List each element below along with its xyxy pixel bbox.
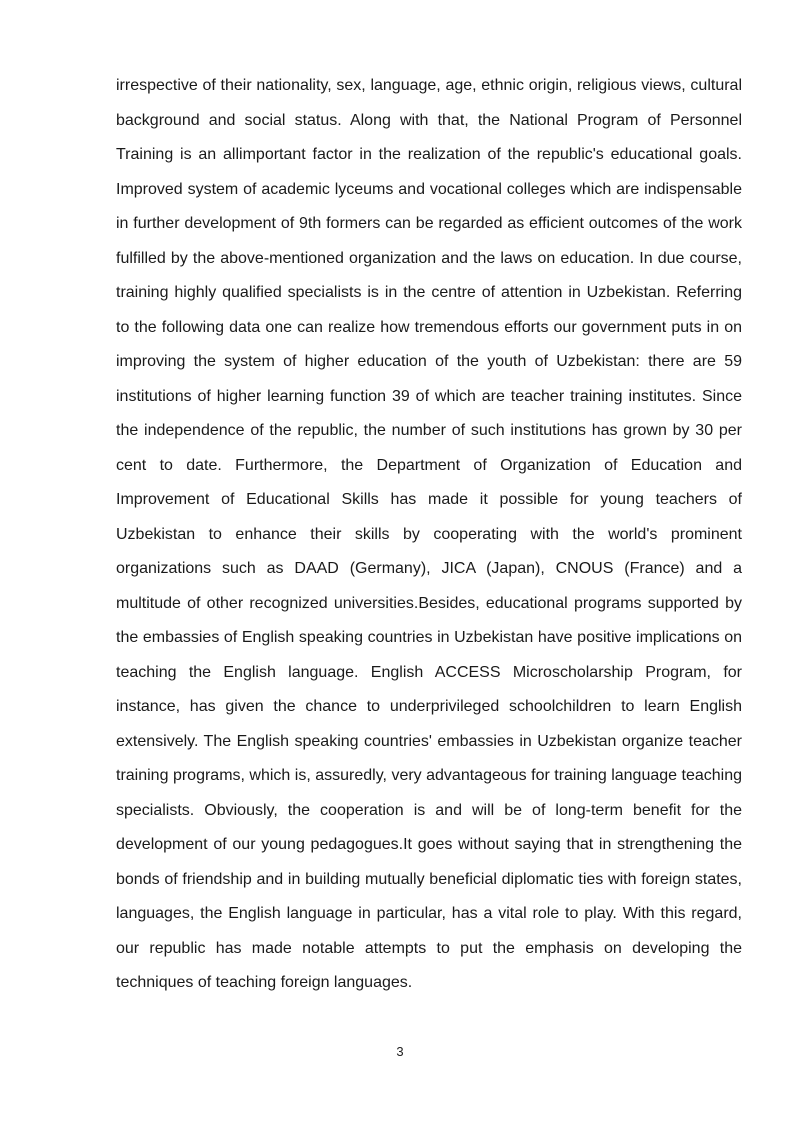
body-paragraph: irrespective of their nationality, sex, language, age, ethnic origin, religious views, cultural background and social status. Along with that, the National Program of Personnel Training is an allimportant factor in the realization of the republic's educational goals. Improved system of academic lyceums and vocational colleges which are indispensable in further development of 9th formers can be regarded as efficient outcomes of the work fulfilled by the above-mentioned organization and the laws on education. In due course, training highly qualified specialists is in the centre of attention in Uzbekistan. Referring to the following data one can realize how tremendous efforts our government puts in on improving the system of higher education of the youth of Uzbekistan: there are 59 institutions of higher learning function 39 of which are teacher training institutes. Since the independence of the republic, the number of such institutions has grown by 30 per cent to date. Furthermore, the Department of Organization of Education and Improvement of Educational Skills has made it possible for young teachers of Uzbekistan to enhance their skills by cooperating with the world's prominent organizations such as DAAD (Germany), JICA (Japan), CNOUS (France) and a multitude of other recognized universities.Besides, educational programs supported by the embassies of English speaking countries in Uzbekistan have positive implications on teaching the English language. English ACCESS Microscholarship Program, for instance, has given the chance to underprivileged schoolchildren to learn English extensively. The English speaking countries' embassies in Uzbekistan organize teacher training programs, which is, assuredly, very advantageous for training language teaching specialists. Obviously, the cooperation is and will be of long-term benefit for the development of our young pedagogues.It goes without saying that in strengthening the bonds of friendship and in building mutually beneficial diplomatic ties with foreign states, languages, the English language in particular, has a vital role to play. With this regard, our republic has made notable attempts to put the emphasis on developing the techniques of teaching foreign languages. <box>116 77 742 991</box>
page-number: 3 <box>396 1044 404 1059</box>
